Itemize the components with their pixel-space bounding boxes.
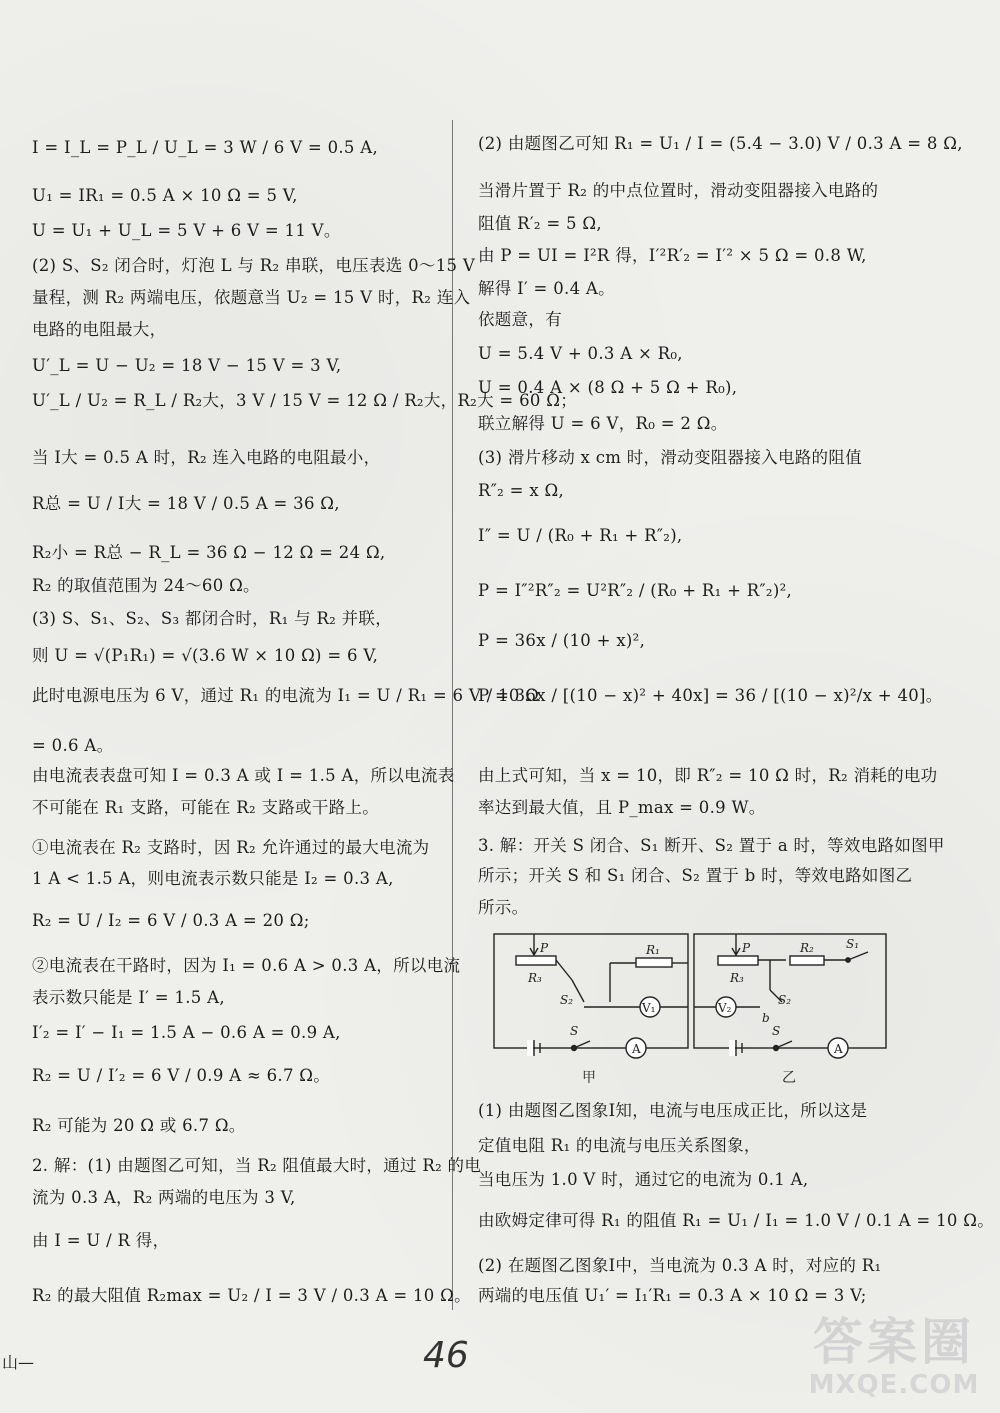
right-column-line: 依题意，有 <box>478 310 562 329</box>
circuit-yi-frame <box>694 934 886 1048</box>
left-column-line: 流为 0.3 A，R₂ 两端的电压为 3 V, <box>32 1188 296 1207</box>
right-column-line: (2) 由题图乙可知 R₁ = U₁ / I = (5.4 − 3.0) V / 0.3 A = 8 Ω, <box>478 134 963 153</box>
right-column-line: 由欧姆定律可得 R₁ 的阻值 R₁ = U₁ / I₁ = 1.0 V / 0.1 A = 10 Ω。 <box>478 1211 995 1230</box>
right-column-line: U = 0.4 A × (8 Ω + 5 Ω + R₀), <box>478 378 738 397</box>
left-column-line: I = I_L = P_L / U_L = 3 W / 6 V = 0.5 A, <box>32 138 379 157</box>
left-column-line: R₂ 的最大阻值 R₂max = U₂ / I = 3 V / 0.3 A = 10 Ω。 <box>32 1286 471 1305</box>
left-column-line: 1 A < 1.5 A，则电流表示数只能是 I₂ = 0.3 A, <box>32 869 394 888</box>
label-s2-left: S₂ <box>560 993 574 1007</box>
left-column-line: 由 I = U / R 得， <box>32 1231 170 1250</box>
left-column-line: U′_L = U − U₂ = 18 V − 15 V = 3 V, <box>32 356 342 375</box>
label-s-right: S <box>772 1024 781 1038</box>
left-column-line: 由电流表表盘可知 I = 0.3 A 或 I = 1.5 A，所以电流表 <box>32 766 455 785</box>
circuit-diagrams <box>490 928 890 1088</box>
left-column-line: (2) S、S₂ 闭合时，灯泡 L 与 R₂ 串联，电压表选 0～15 V <box>32 256 476 275</box>
right-column-line: (1) 由题图乙图象Ⅰ知，电流与电压成正比，所以这是 <box>478 1101 868 1120</box>
label-yi: 乙 <box>782 1070 796 1086</box>
left-column-line: R₂小 = R总 − R_L = 36 Ω − 12 Ω = 24 Ω, <box>32 543 386 562</box>
left-column-line: R₂ 可能为 20 Ω 或 6.7 Ω。 <box>32 1116 246 1135</box>
left-column-line: U₁ = IR₁ = 0.5 A × 10 Ω = 5 V, <box>32 186 298 205</box>
left-column-line: 当 I大 = 0.5 A 时，R₂ 连入电路的电阻最小， <box>32 448 381 467</box>
label-p-right: P <box>742 941 751 955</box>
label-p-left: P <box>540 941 549 955</box>
watermark <box>794 1314 994 1409</box>
label-jia: 甲 <box>582 1070 596 1086</box>
right-column-line: U = 5.4 V + 0.3 A × R₀, <box>478 344 683 363</box>
right-column-line: R″₂ = x Ω, <box>478 481 564 500</box>
label-a-right: A <box>834 1042 843 1056</box>
right-column-line: 阻值 R′₂ = 5 Ω, <box>478 214 602 233</box>
left-column-line: ①电流表在 R₂ 支路时，因 R₂ 允许通过的最大电流为 <box>32 838 430 857</box>
left-column-line: R总 = U / I大 = 18 V / 0.5 A = 36 Ω, <box>32 494 340 513</box>
label-v1: V₁ <box>642 1001 656 1015</box>
right-column-line: 两端的电压值 U₁′ = I₁′R₁ = 0.3 A × 10 Ω = 3 V; <box>478 1286 867 1305</box>
left-column-line: 则 U = √(P₁R₁) = √(3.6 W × 10 Ω) = 6 V, <box>32 646 379 665</box>
left-column-line: 电路的电阻最大， <box>32 320 167 339</box>
right-column-line: 所示。 <box>478 898 529 917</box>
left-column-line: I′₂ = I′ − I₁ = 1.5 A − 0.6 A = 0.9 A, <box>32 1023 341 1042</box>
left-column-line: = 0.6 A。 <box>32 736 114 755</box>
right-column-line: P = 36x / [(10 − x)² + 40x] = 36 / [(10 − x)²/x + 40]。 <box>478 686 943 705</box>
label-b: b <box>762 1011 770 1025</box>
left-column-line: U′_L / U₂ = R_L / R₂大，3 V / 15 V = 12 Ω / R₂大，R₂大 = 60 Ω； <box>32 391 578 410</box>
left-column-line: ②电流表在干路时，因为 I₁ = 0.6 A > 0.3 A，所以电流 <box>32 956 461 975</box>
label-s-left: S <box>570 1024 579 1038</box>
left-column-line: R₂ = U / I′₂ = 6 V / 0.9 A ≈ 6.7 Ω。 <box>32 1066 331 1085</box>
label-r1: R₁ <box>646 943 660 957</box>
left-column-line: 不可能在 R₁ 支路，可能在 R₂ 支路或干路上。 <box>32 798 380 817</box>
left-column-line: R₂ 的取值范围为 24～60 Ω。 <box>32 576 260 595</box>
right-column-line: (2) 在题图乙图象Ⅰ中，当电流为 0.3 A 时，对应的 R₁ <box>478 1256 882 1275</box>
label-v2: V₂ <box>718 1001 732 1015</box>
left-column-line: R₂ = U / I₂ = 6 V / 0.3 A = 20 Ω; <box>32 911 310 930</box>
right-column-line: 由 P = UI = I²R 得，I′²R′₂ = I′² × 5 Ω = 0.8 W, <box>478 246 867 265</box>
resistor-r2 <box>790 956 824 965</box>
label-r3-left: R₃ <box>528 971 542 985</box>
left-column-line: 表示数只能是 I′ = 1.5 A, <box>32 988 225 1007</box>
margin-mark: 山— <box>2 1353 35 1372</box>
right-column-line: 由上式可知，当 x = 10，即 R″₂ = 10 Ω 时，R₂ 消耗的电功 <box>478 766 938 785</box>
right-column-line: P = 36x / (10 + x)², <box>478 631 646 650</box>
right-column-line: 所示；开关 S 和 S₁ 闭合、S₂ 置于 b 时，等效电路如图乙 <box>478 866 913 885</box>
label-r2: R₂ <box>800 941 814 955</box>
label-a-left: A <box>632 1042 641 1056</box>
left-column-line: U = U₁ + U_L = 5 V + 6 V = 11 V。 <box>32 221 341 240</box>
label-s2-right: S₂ <box>778 993 792 1007</box>
right-column-line: P = I″²R″₂ = U²R″₂ / (R₀ + R₁ + R″₂)², <box>478 581 793 600</box>
right-column-line: 当滑片置于 R₂ 的中点位置时，滑动变阻器接入电路的 <box>478 181 879 200</box>
right-column-line: 定值电阻 R₁ 的电流与电压关系图象， <box>478 1136 761 1155</box>
watermark-sub: MXQE.COM <box>808 1370 980 1400</box>
left-column-line: 量程，测 R₂ 两端电压，依题意当 U₂ = 15 V 时，R₂ 连入 <box>32 288 471 307</box>
right-column-line: 率达到最大值，且 P_max = 0.9 W。 <box>478 798 766 817</box>
left-column-line: (3) S、S₁、S₂、S₃ 都闭合时，R₁ 与 R₂ 并联， <box>32 609 393 628</box>
right-column-line: (3) 滑片移动 x cm 时，滑动变阻器接入电路的阻值 <box>478 448 862 467</box>
label-s1: S₁ <box>846 937 860 951</box>
resistor-r1 <box>636 958 672 967</box>
right-column-line: 3. 解：开关 S 闭合、S₁ 断开、S₂ 置于 a 时，等效电路如图甲 <box>478 836 945 855</box>
right-column-line: 联立解得 U = 6 V，R₀ = 2 Ω。 <box>478 414 728 433</box>
left-column-line: 2. 解：(1) 由题图乙可知，当 R₂ 阻值最大时，通过 R₂ 的电 <box>32 1156 482 1175</box>
watermark-main: 答案圈 <box>813 1313 975 1371</box>
left-column-line: 此时电源电压为 6 V，通过 R₁ 的电流为 I₁ = U / R₁ = 6 V / 10 Ω <box>32 686 540 705</box>
right-column-line: I″ = U / (R₀ + R₁ + R″₂), <box>478 526 683 545</box>
right-column-line: 当电压为 1.0 V 时，通过它的电流为 0.1 A, <box>478 1170 809 1189</box>
rheostat-r3-right <box>718 956 758 965</box>
rheostat-r3-left <box>516 956 556 965</box>
label-r3-right: R₃ <box>730 971 744 985</box>
page-number: 46 <box>423 1335 469 1376</box>
right-column-line: 解得 I′ = 0.4 A。 <box>478 279 615 298</box>
